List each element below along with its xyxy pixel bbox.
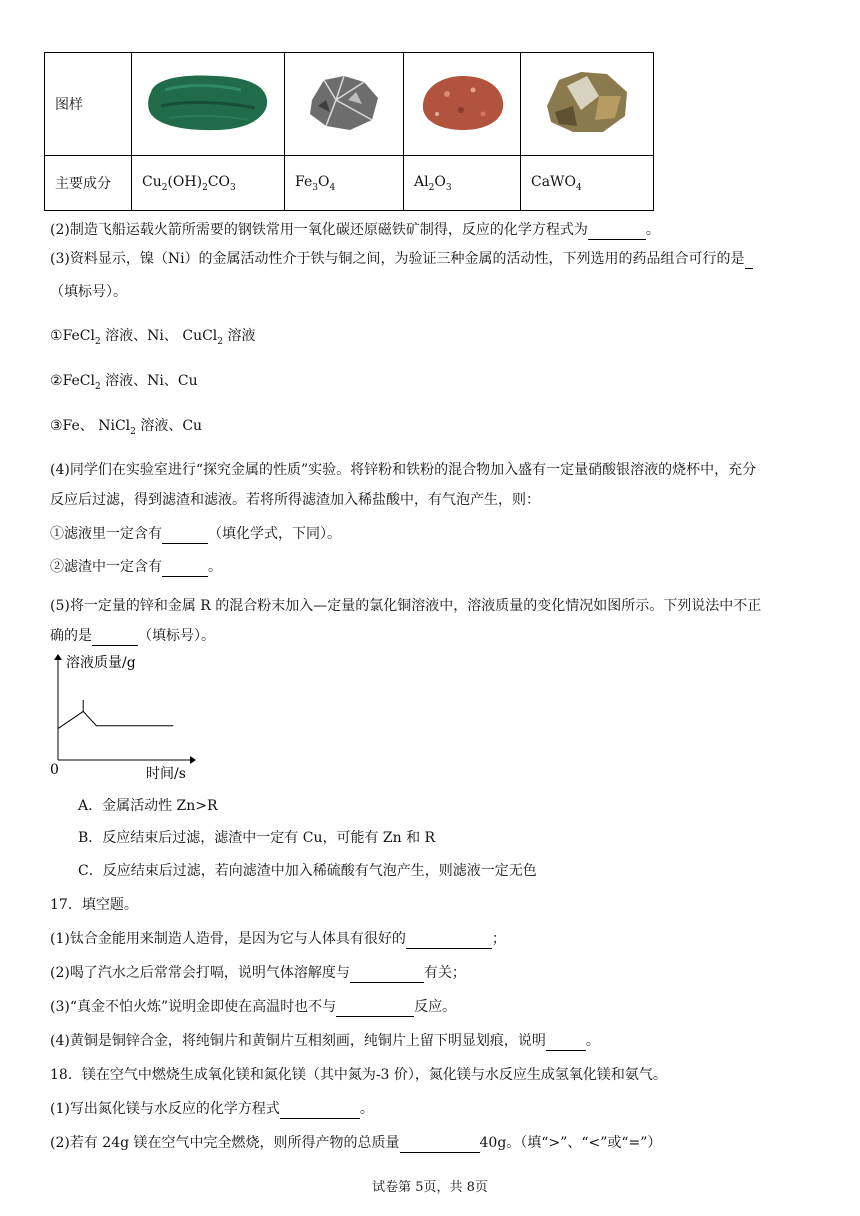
origin-label: 0 — [50, 762, 59, 778]
answer-blank — [745, 252, 753, 269]
answer-blank — [162, 560, 208, 577]
question-5-option-c: C．反应结束后过滤，若向滤渣中加入稀硫酸有气泡产生，则滤液一定无色 — [78, 863, 537, 879]
answer-blank — [406, 932, 492, 949]
row-label-formulas: 主要成分 — [45, 156, 132, 211]
question-3-line1: (3)资料显示，镍（Ni）的金属活动性介于铁与铜之间，为验证三种金属的活动性，下列选用的药品组合可行的是 — [50, 249, 753, 269]
answer-blank — [336, 1000, 414, 1017]
answer-blank — [92, 629, 138, 646]
question-17-item-4: (4)黄铜是铜锌合金，将纯铜片和黄铜片互相刻画，纯铜片上留下明显划痕，说明 。 — [50, 1033, 600, 1049]
question-3-option-1: ①FeCl$_2$ 溶液、Ni、 CuCl$_2$ 溶液 — [50, 328, 256, 347]
question-17-item-3: (3)“真金不怕火炼”说明金即使在高温时也不与 反应。 — [50, 999, 457, 1015]
row-label-images: 图样 — [45, 53, 132, 156]
question-4-sub1: ①滤液里一定含有 （填化学式，下同）。 — [50, 526, 341, 542]
magnetite-icon — [304, 70, 384, 134]
question-4-sub2: ②滤渣中一定含有 。 — [50, 559, 222, 575]
bauxite-icon — [417, 70, 507, 134]
answer-blank — [350, 966, 424, 983]
answer-blank — [588, 223, 646, 240]
y-axis-label: 溶液质量/g — [66, 655, 136, 671]
mineral-image-malachite — [132, 53, 285, 156]
question-18-item-1: (1)写出氮化镁与水反应的化学方程式 。 — [50, 1101, 374, 1117]
question-3-option-2: ②FeCl$_2$ 溶液、Ni、Cu — [50, 373, 198, 392]
solution-mass-chart — [46, 652, 196, 784]
page-footer: 试卷第 5页，共 8页 — [372, 1180, 488, 1195]
question-5-line2: 确的是 （填标号）。 — [50, 628, 215, 644]
answer-blank — [280, 1102, 360, 1119]
question-17-item-2: (2)喝了汽水之后常常会打嗝，说明气体溶解度与 有关； — [50, 965, 466, 981]
table-row-images — [45, 53, 654, 156]
mineral-image-bauxite — [404, 53, 521, 156]
formula-scheelite: CaWO$_4$ — [521, 156, 654, 211]
scheelite-icon — [537, 66, 637, 138]
question-17-title: 17．填空题。 — [50, 897, 138, 913]
question-4-line1: (4)同学们在实验室进行“探究金属的性质”实验。将锌粉和铁粉的混合物加入盛有一定量硝酸银溶液的烧杯中，充分 — [50, 462, 757, 478]
table-row-formulas — [45, 156, 654, 211]
answer-blank — [162, 527, 208, 544]
formula-magnetite: $Fe_3O_4$ — [285, 156, 404, 211]
answer-blank — [400, 1136, 480, 1153]
question-3-option-3: ③Fe、 NiCl$_2$ 溶液、Cu — [50, 418, 203, 437]
y-axis-arrow — [54, 654, 62, 660]
x-axis-label: 时间/s — [146, 766, 186, 782]
question-5-line1: (5)将一定量的锌和金属 R 的混合粉末加入—定量的氯化铜溶液中，溶液质量的变化情况如图所示。下列说法中不正 — [50, 598, 762, 614]
question-4-line2: 反应后过滤，得到滤渣和滤液。若将所得滤渣加入稀盐酸中，有气泡产生，则： — [50, 492, 540, 508]
x-axis-arrow — [190, 756, 196, 764]
question-18-item-2: (2)若有 24g 镁在空气中完全燃烧，则所得产物的总质量 40g。（填“>”、“<”或“=”） — [50, 1135, 662, 1151]
formula-bauxite: $Al_2O_3$ — [404, 156, 521, 211]
question-18-title: 18．镁在空气中燃烧生成氧化镁和氮化镁（其中氮为-3 价），氮化镁与水反应生成氢氧化镁和氨气。 — [50, 1067, 667, 1083]
question-5-option-a: A．金属活动性 Zn>R — [78, 798, 218, 814]
mineral-image-magnetite — [285, 53, 404, 156]
question-2: (2)制造飞船运载火箭所需要的钢铁常用一氧化碳还原磁铁矿制得，反应的化学方程式为 。 — [50, 222, 660, 238]
formula-malachite: $Cu_2(OH)_2CO_3$ — [132, 156, 285, 211]
question-5-option-b: B．反应结束后过滤，滤渣中一定有 Cu，可能有 Zn 和 R — [78, 830, 436, 846]
question-17-item-1: (1)钛合金能用来制造人造骨，是因为它与人体具有很好的 ； — [50, 931, 506, 947]
malachite-icon — [145, 70, 271, 134]
mineral-table — [44, 52, 654, 211]
answer-blank — [546, 1034, 586, 1051]
series-line — [58, 711, 173, 728]
question-3-line2: （填标号）。 — [50, 284, 127, 300]
mineral-image-scheelite — [521, 53, 654, 156]
